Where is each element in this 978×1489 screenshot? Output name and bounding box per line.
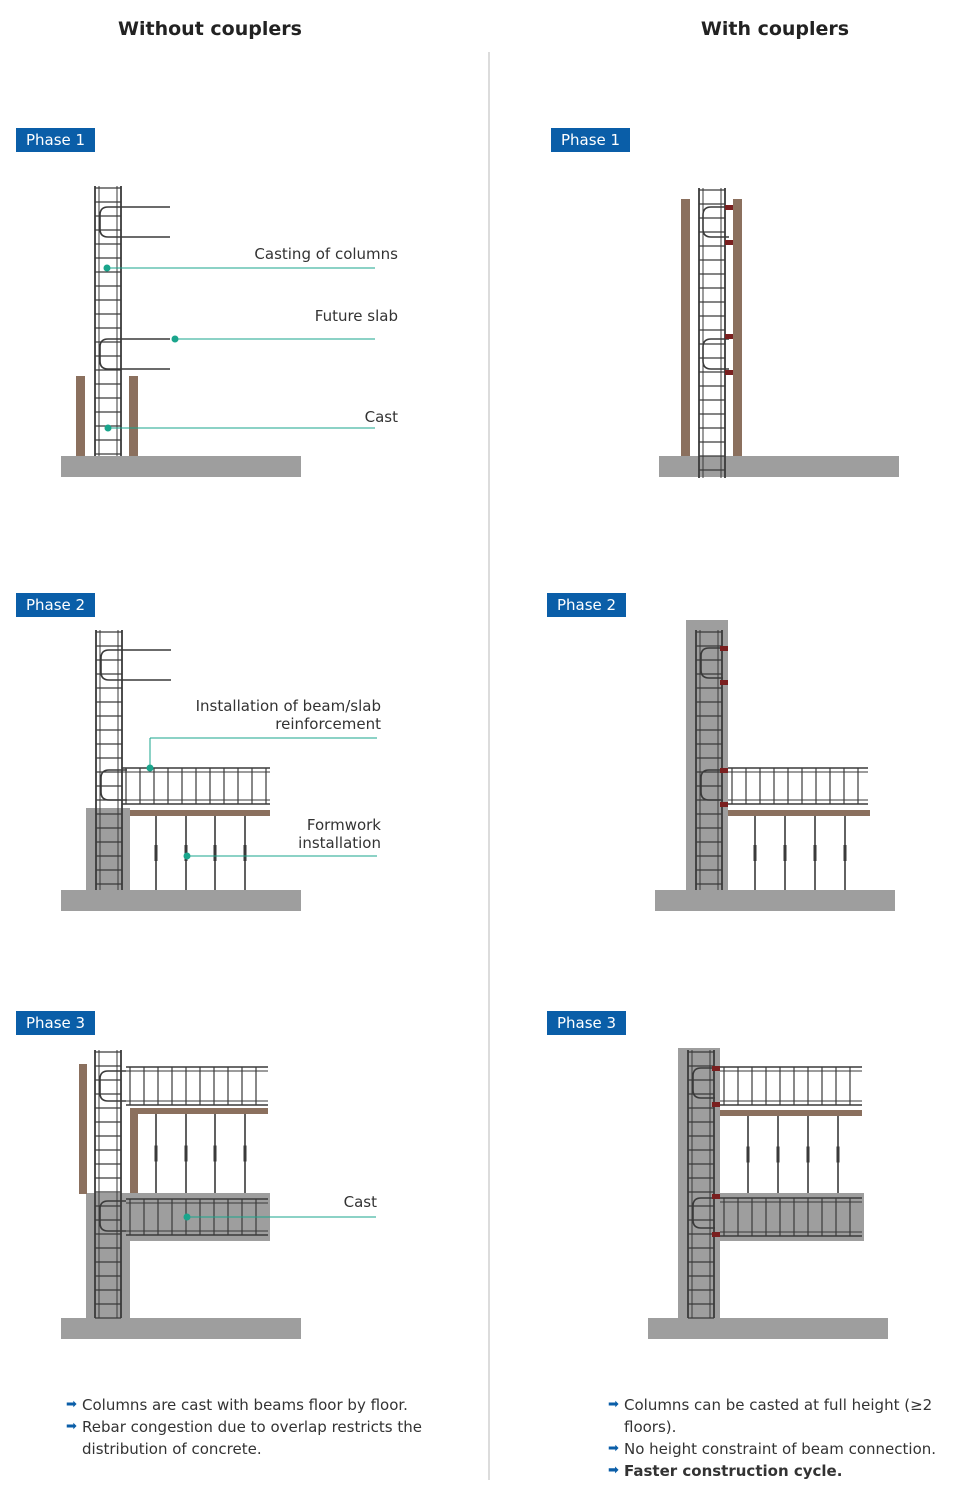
leader-dot: [147, 765, 154, 772]
coupler: [725, 205, 733, 210]
arrow-right-icon: ➡: [608, 1463, 619, 1478]
label-cast-phase1: Cast: [364, 408, 398, 426]
leader-dot: [105, 425, 112, 432]
column-formwork: [130, 1108, 138, 1193]
right-column-title: With couplers: [700, 18, 850, 40]
shoring-prop-joint: [244, 845, 247, 861]
phase-badge-left-3: Phase 3: [16, 1011, 95, 1035]
arrow-right-icon: ➡: [608, 1397, 619, 1412]
arrow-right-icon: ➡: [66, 1419, 77, 1434]
cast-column: [86, 1193, 130, 1318]
note-left-1: ➡ Columns are cast with beams floor by floor.: [66, 1396, 408, 1414]
phase-badge-left-1: Phase 1: [16, 128, 95, 152]
shoring-prop-joint: [747, 1147, 750, 1163]
shoring-prop-joint: [155, 845, 158, 861]
label-formwork-line2: installation: [298, 834, 381, 852]
beam-hook-bar: [100, 1071, 126, 1101]
shoring-prop-joint: [844, 845, 847, 861]
slab-formwork: [130, 1108, 268, 1114]
label-installation-beam: [196, 697, 381, 733]
coupler: [725, 370, 733, 375]
leader-dot: [184, 1214, 191, 1221]
foundation-slab: [659, 456, 899, 477]
label-installation-beam-line1: Installation of beam/slab: [195, 697, 381, 715]
shoring-prop-joint: [244, 1146, 247, 1162]
column-formwork: [733, 199, 742, 456]
arrow-right-icon: ➡: [66, 1397, 77, 1412]
shoring-prop-joint: [155, 1146, 158, 1162]
coupler: [720, 768, 728, 773]
label-casting-of-columns: Casting of columns: [254, 245, 398, 263]
coupler: [720, 646, 728, 651]
shoring-prop-joint: [814, 845, 817, 861]
label-future-slab: Future slab: [314, 307, 398, 325]
column-formwork: [681, 199, 690, 456]
arrow-right-icon: ➡: [608, 1441, 619, 1456]
notes-right: [608, 1394, 973, 1482]
coupler: [712, 1232, 720, 1237]
column-formwork: [79, 1064, 87, 1194]
notes-left: [66, 1394, 466, 1460]
note-left-2: ➡ Rebar congestion due to overlap restricts the distribution of concrete.: [66, 1418, 422, 1458]
foundation-slab: [648, 1318, 888, 1339]
beam-hook-bar: [100, 207, 170, 237]
beam-hook-bar: [100, 339, 170, 369]
coupler: [720, 802, 728, 807]
phase-badge-right-1: Phase 1: [551, 128, 630, 152]
note-right-1: ➡ Columns can be casted at full height (≥2 floors).: [608, 1396, 933, 1436]
foundation-slab: [61, 456, 301, 477]
phase-badge-left-2: Phase 2: [16, 593, 95, 617]
coupler: [720, 680, 728, 685]
shoring-prop-joint: [754, 845, 757, 861]
shoring-prop-joint: [784, 845, 787, 861]
column-formwork: [76, 376, 85, 456]
label-formwork-installation: [298, 816, 381, 852]
shoring-prop-joint: [837, 1147, 840, 1163]
slab-formwork: [728, 810, 870, 816]
slab-formwork: [720, 1110, 862, 1116]
coupler: [725, 240, 733, 245]
leader-dot: [184, 853, 191, 860]
label-cast-phase3: Cast: [343, 1193, 377, 1211]
leader-dot: [172, 336, 179, 343]
leader-dot: [104, 265, 111, 272]
beam-hook-bar: [101, 770, 127, 800]
foundation-slab: [61, 890, 301, 911]
foundation-slab: [61, 1318, 301, 1339]
coupler: [712, 1102, 720, 1107]
shoring-prop-joint: [214, 1146, 217, 1162]
cast-column: [86, 808, 130, 890]
shoring-prop-joint: [807, 1147, 810, 1163]
note-right-3: ➡ Faster construction cycle.: [608, 1462, 843, 1480]
phase-badge-right-3: Phase 3: [547, 1011, 626, 1035]
foundation-slab: [655, 890, 895, 911]
coupler: [712, 1066, 720, 1071]
slab-formwork: [130, 810, 270, 816]
shoring-prop-joint: [214, 845, 217, 861]
shoring-prop-joint: [185, 1146, 188, 1162]
left-column-title: Without couplers: [118, 18, 302, 40]
shoring-prop-joint: [777, 1147, 780, 1163]
column-formwork: [129, 376, 138, 456]
coupler: [725, 334, 733, 339]
phase-badge-right-2: Phase 2: [547, 593, 626, 617]
note-right-2: ➡ No height constraint of beam connection.: [608, 1440, 937, 1458]
label-formwork-line1: Formwork: [306, 816, 381, 834]
beam-hook-bar: [101, 650, 171, 680]
label-installation-beam-line2: reinforcement: [275, 715, 381, 733]
coupler: [712, 1194, 720, 1199]
